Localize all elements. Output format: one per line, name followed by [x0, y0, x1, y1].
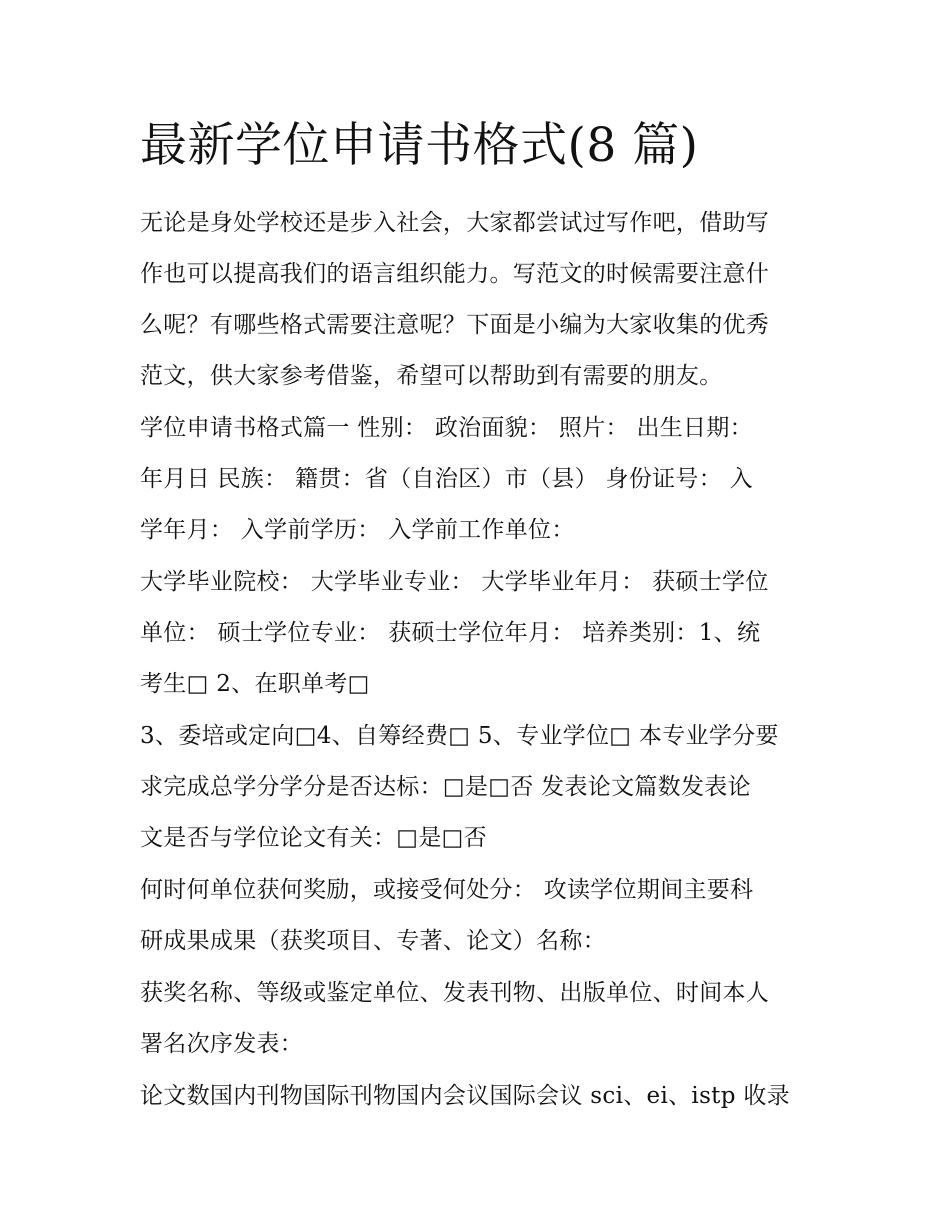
text-line: 无论是身处学校还是步入社会，大家都尝试过写作吧，借助写	[140, 210, 770, 236]
text-line: 学位申请书格式篇一 性别： 政治面貌： 照片： 出生日期：	[140, 415, 753, 441]
text-line: 3、委培或定向□4、自筹经费□ 5、专业学位□ 本专业学分要	[140, 723, 779, 749]
paragraph-training-type	[140, 711, 820, 864]
text-line: 考生□ 2、在职单考□	[140, 671, 370, 697]
text-line: 署名次序发表：	[140, 1031, 304, 1057]
text-line: 何时何单位获何奖励，或接受何处分： 攻读学位期间主要科	[140, 877, 754, 903]
document-body	[140, 198, 820, 1123]
text-line: 获奖名称、等级或鉴定单位、发表刊物、出版单位、时间本人	[140, 980, 770, 1006]
paragraph-paper-count	[140, 1071, 820, 1122]
text-line: 求完成总学分学分是否达标：□是□否 发表论文篇数发表论	[140, 774, 751, 800]
text-line: 年月日 民族： 籍贯：省（自治区）市（县） 身份证号： 入	[140, 466, 753, 492]
text-line: 范文，供大家参考借鉴，希望可以帮助到有需要的朋友。	[140, 363, 723, 389]
text-line: 么呢？有哪些格式需要注意呢？下面是小编为大家收集的优秀	[140, 312, 770, 338]
text-line: 大学毕业院校： 大学毕业专业： 大学毕业年月： 获硕士学位	[140, 569, 769, 595]
text-line: 研成果成果（获奖项目、专著、论文）名称：	[140, 928, 606, 954]
paragraph-publications	[140, 968, 820, 1070]
paragraph-education	[140, 557, 820, 710]
text-line: 论文数国内刊物国际刊物国内会议国际会议 sci、ei、istp 收录	[140, 1083, 790, 1109]
text-line: 文是否与学位论文有关：□是□否	[140, 825, 487, 851]
text-line: 作也可以提高我们的语言组织能力。写范文的时候需要注意什	[140, 261, 770, 287]
paragraph-basic-info	[140, 403, 820, 556]
paragraph-awards	[140, 865, 820, 967]
text-line: 单位： 硕士学位专业： 获硕士学位年月： 培养类别：1、统	[140, 620, 761, 646]
page-title: 最新学位申请书格式(8 篇)	[140, 118, 699, 173]
paragraph-intro	[140, 198, 820, 402]
text-line: 学年月： 入学前学历： 入学前工作单位：	[140, 517, 575, 543]
